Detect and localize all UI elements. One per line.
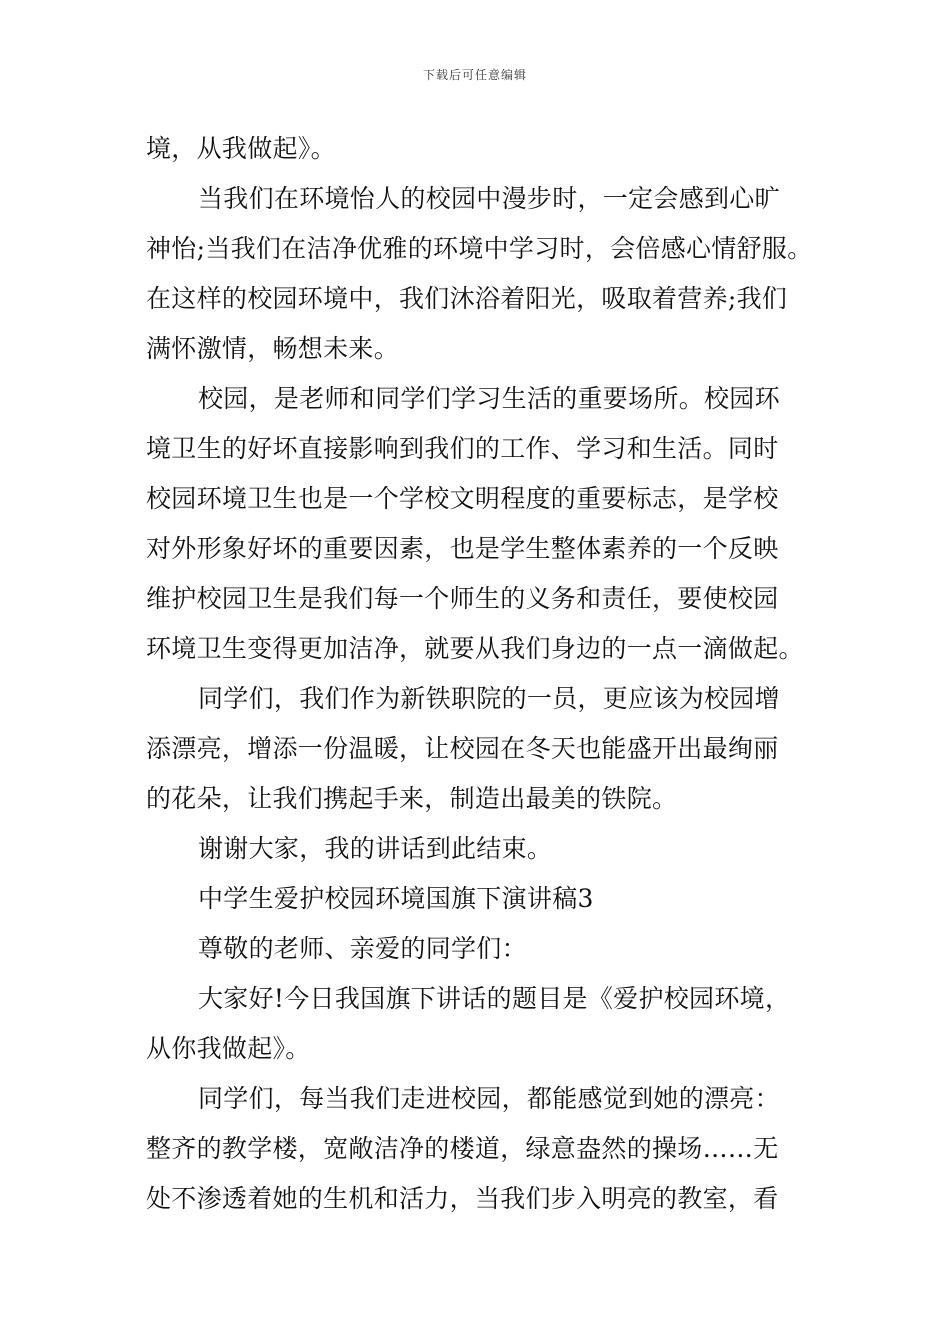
text-line: 环境卫生变得更加洁净，就要从我们身边的一点一滴做起。 <box>146 634 804 663</box>
text-line: 当我们在环境怡人的校园中漫步时，一定会感到心旷 <box>198 184 780 213</box>
text-line: 同学们，我们作为新铁职院的一员，更应该为校园增 <box>198 684 780 713</box>
text-line: 处不渗透着她的生机和活力，当我们步入明亮的教室，看 <box>146 1184 779 1213</box>
text-line: 校园环境卫生也是一个学校文明程度的重要标志，是学校 <box>146 484 779 513</box>
text-line: 谢谢大家，我的讲话到此结束。 <box>198 834 553 863</box>
text-line: 境卫生的好坏直接影响到我们的工作、学习和生活。同时 <box>146 434 779 463</box>
text-line: 的花朵，让我们携起手来，制造出最美的铁院。 <box>146 784 678 813</box>
text-line: 大家好!今日我国旗下讲话的题目是《爱护校园环境， <box>198 984 791 1013</box>
text-line: 整齐的教学楼，宽敞洁净的楼道，绿意盎然的操场……无 <box>146 1134 779 1163</box>
text-line: 对外形象好坏的重要因素，也是学生整体素养的一个反映 <box>146 534 779 563</box>
text-line: 神怡;当我们在洁净优雅的环境中学习时，会倍感心情舒服。 <box>146 234 813 263</box>
text-line: 境，从我做起》。 <box>146 134 336 163</box>
body-text <box>146 124 826 1224</box>
text-line: 同学们，每当我们走进校园，都能感觉到她的漂亮： <box>198 1084 780 1113</box>
header-note: 下载后可任意编辑 <box>422 68 527 82</box>
text-line: 校园，是老师和同学们学习生活的重要场所。校园环 <box>198 384 780 413</box>
salutation: 尊敬的老师、亲爱的同学们： <box>198 934 527 963</box>
text-line: 维护校园卫生是我们每一个师生的义务和责任，要使校园 <box>146 584 779 613</box>
text-line: 满怀激情，畅想未来。 <box>146 334 400 363</box>
section-heading: 中学生爱护校园环境国旗下演讲稿3 <box>198 884 594 913</box>
text-line: 添漂亮，增添一份温暖，让校园在冬天也能盛开出最绚丽 <box>146 734 779 763</box>
text-line: 在这样的校园环境中，我们沐浴着阳光，吸取着营养;我们 <box>146 284 788 313</box>
text-line: 从你我做起》。 <box>146 1034 311 1063</box>
